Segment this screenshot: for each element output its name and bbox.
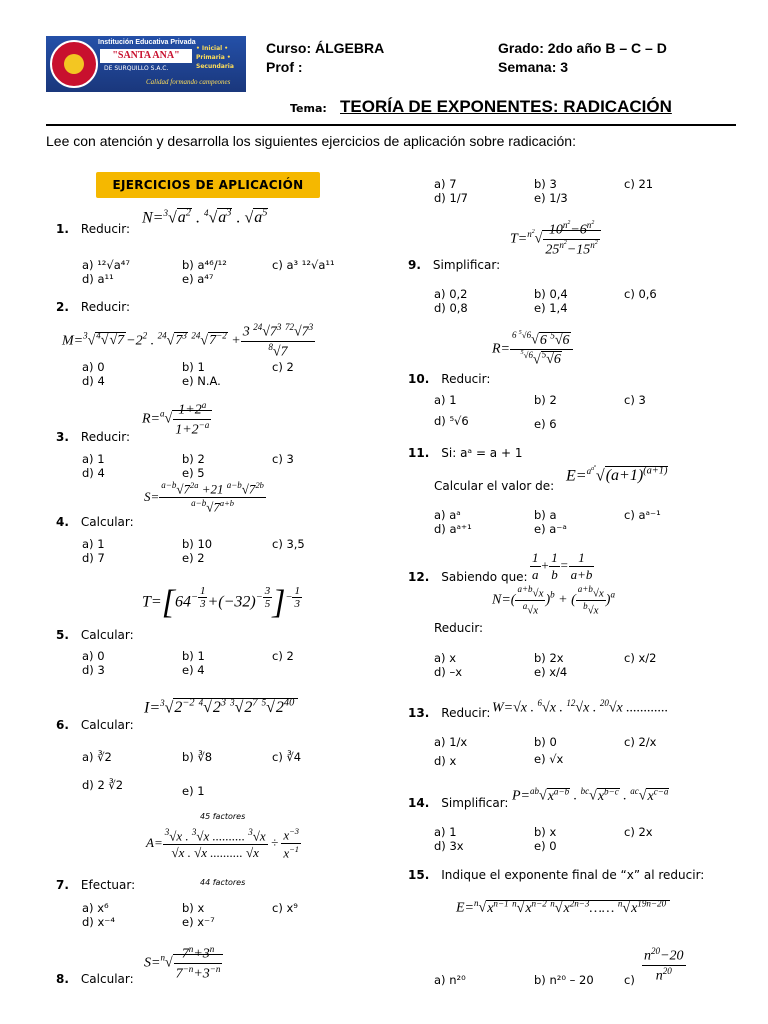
- q10-option-c: c) 3: [624, 393, 646, 407]
- question-7: 7. Efectuar:: [56, 878, 136, 892]
- header-divider: [46, 124, 736, 126]
- q4-option-a: a) 1: [82, 537, 105, 551]
- q7-formula: A= $\frac{^3√x . ^3√x .......... ^3√x}{√x . √x .......... √x}$ ÷ $\frac{x^{-3}}{x^{-1}}$: [146, 826, 300, 861]
- question-9: 9. Simplificar:: [408, 258, 501, 272]
- question-3: 3. Reducir:: [56, 430, 131, 444]
- q9-formula: T=$^{n^2}$√ $\frac{10^{n^2}-6^{n^2}}{25^{n^2}-15^{n^2}}$: [510, 220, 601, 258]
- q1-option-c: c) a³ ¹²√a¹¹: [272, 258, 335, 272]
- q14-formula: $P=^{ab}√x^{a-b}$ . $^{bc}√x^{b-c}$ . $^{ac}√x^{c-a}$: [512, 786, 669, 804]
- question-12: 12. Sabiendo que:: [408, 570, 528, 584]
- question-6: 6. Calcular:: [56, 718, 134, 732]
- q12-given: $\frac{1}{a}$ + $\frac{1}{b}$ = $\frac{1}{a+b}$: [532, 550, 593, 582]
- q14-option-d: d) 3x: [434, 839, 464, 853]
- q3-option-e: e) 5: [182, 466, 205, 480]
- q6-option-e: e) 1: [182, 784, 205, 798]
- q12-option-a: a) x: [434, 651, 456, 665]
- q4-option-b: b) 10: [182, 537, 213, 551]
- q8-option-b: b) 3: [534, 177, 557, 191]
- q12-prompt-2: Reducir:: [434, 621, 484, 635]
- q9-option-d: d) 0,8: [434, 301, 468, 315]
- q15-option-c-formula: $\frac{n^{20}-20}{n^{20}}$: [644, 946, 684, 984]
- q2-option-d: d) 4: [82, 374, 105, 388]
- q7-factor-label-top: 45 factores: [200, 812, 246, 821]
- q13-option-a: a) 1/x: [434, 735, 468, 749]
- school-logo: Institución Educativa Privada "SANTA ANA" DE SURQUILLO S.A.C. • Inicial • Primaria • Secundaria Calidad formando campeones: [46, 36, 246, 92]
- tema-label: Tema:: [290, 102, 327, 115]
- q11-option-d: d) aᵃ⁺¹: [434, 522, 472, 536]
- q9-option-e: e) 1,4: [534, 301, 568, 315]
- q1-formula: $N=^3√a^2$ . $^4√a^3$ . $√a^5$: [142, 208, 268, 227]
- q14-option-c: c) 2x: [624, 825, 653, 839]
- q10-option-a: a) 1: [434, 393, 457, 407]
- grade-label: Grado: 2do año B – C – D: [498, 40, 667, 56]
- question-11: 11. Si: aᵃ = a + 1: [408, 446, 523, 460]
- q1-option-e: e) a⁴⁷: [182, 272, 214, 286]
- q12-option-c: c) x/2: [624, 651, 657, 665]
- q2-option-a: a) 0: [82, 360, 105, 374]
- q15-option-c: c): [624, 973, 635, 987]
- q14-option-b: b) x: [534, 825, 557, 839]
- question-1: 1. Reducir:: [56, 222, 131, 236]
- question-4: 4. Calcular:: [56, 515, 134, 529]
- q13-option-b: b) 0: [534, 735, 557, 749]
- q6-formula: $I=^3√2^{-2}$ $^4√2^3$ $^3√2^7$ $^5√2^{40}$: [144, 698, 298, 717]
- q13-option-e: e) √x: [534, 752, 564, 766]
- q11-formula: $E=^{a^{a^a}}√(a+1)^{(a+1)}$: [566, 464, 668, 485]
- q14-option-a: a) 1: [434, 825, 457, 839]
- q2-option-e: e) N.A.: [182, 374, 221, 388]
- q2-option-b: b) 1: [182, 360, 205, 374]
- q14-option-e: e) 0: [534, 839, 557, 853]
- q9-option-a: a) 0,2: [434, 287, 468, 301]
- q4-formula: S= $\frac{^{a-b}√7^{2a} +21 ^{a-b}√7^{2b}}{^{a-b}√7^{a+b}}$: [144, 480, 264, 515]
- q7-option-c: c) x⁹: [272, 901, 298, 915]
- question-13: 13. Reducir:: [408, 706, 491, 720]
- q8-option-e: e) 1/3: [534, 191, 568, 205]
- q13-option-c: c) 2/x: [624, 735, 657, 749]
- q11-option-b: b) a: [534, 508, 557, 522]
- intro-text: Lee con atención y desarrolla los siguientes ejercicios de aplicación sobre radicación:: [46, 133, 576, 149]
- q11-option-e: e) a⁻ᵃ: [534, 522, 567, 536]
- q8-option-d: d) 1/7: [434, 191, 468, 205]
- prof-label: Prof :: [266, 59, 303, 75]
- page-title: TEORÍA DE EXPONENTES: RADICACIÓN: [340, 97, 672, 116]
- q1-option-b: b) a⁴⁶/¹²: [182, 258, 227, 272]
- q7-option-a: a) x⁶: [82, 901, 109, 915]
- q12-formula: N=( $\frac{^{a+b}√x}{^a√x}$ )$^b$ + ( $\frac{^{a+b}√x}{^b√x}$ )$^a$: [492, 584, 615, 617]
- q10-option-d: d) ⁵√6: [434, 414, 469, 428]
- q7-option-b: b) x: [182, 901, 205, 915]
- q9-option-b: b) 0,4: [534, 287, 568, 301]
- question-10: 10. Reducir:: [408, 372, 491, 386]
- q2-formula: $M=^3√^4√√7 -2^2$ . $^{24}√7^3$ $^{24}√7^{-2}$ + $\frac{3 ^{24}√7^3 ^{72}√7^3}{^8√7}$: [62, 322, 314, 360]
- course-label: Curso: ÁLGEBRA: [266, 40, 385, 56]
- question-15: 15. Indique el exponente final de “x” al reducir:: [408, 868, 705, 882]
- q6-option-b: b) ∛8: [182, 750, 213, 764]
- q5-option-d: d) 3: [82, 663, 105, 677]
- q7-option-d: d) x⁻⁴: [82, 915, 115, 929]
- q6-option-c: c) ∛4: [272, 750, 302, 764]
- q6-option-a: a) ∛2: [82, 750, 112, 764]
- q13-option-d: d) x: [434, 754, 457, 768]
- q7-factor-label-bottom: 44 factores: [200, 878, 246, 887]
- q8-option-a: a) 7: [434, 177, 457, 191]
- q5-formula: $T=[64^{- \frac{1}{3}}$ $+(-32)^{- \frac{3}{5}}$ ]$^{- \frac{1}{3}}$: [142, 584, 300, 621]
- q13-formula: W=√x . $^6$√x . $^{12}$√x . $^{20}$√x ............: [492, 698, 669, 716]
- q8-option-c: c) 21: [624, 177, 654, 191]
- q3-option-d: d) 4: [82, 466, 105, 480]
- q4-option-c: c) 3,5: [272, 537, 305, 551]
- q10-formula: R= $\frac{^{6 ^5√6}√6 ^5√6}{^{^5√6}√^5√6}$: [492, 330, 573, 368]
- q1-option-a: a) ¹²√a⁴⁷: [82, 258, 131, 272]
- q11-option-c: c) aᵃ⁻¹: [624, 508, 661, 522]
- question-5: 5. Calcular:: [56, 628, 134, 642]
- q9-option-c: c) 0,6: [624, 287, 657, 301]
- crest-icon: [50, 40, 98, 88]
- q5-option-b: b) 1: [182, 649, 205, 663]
- q7-option-e: e) x⁻⁷: [182, 915, 215, 929]
- q6-option-d: d) 2 ∛2: [82, 778, 124, 792]
- q15-option-a: a) n²⁰: [434, 973, 466, 987]
- q15-option-b: b) n²⁰ – 20: [534, 973, 594, 987]
- q2-option-c: c) 2: [272, 360, 294, 374]
- q10-option-e: e) 6: [534, 417, 557, 431]
- q5-option-c: c) 2: [272, 649, 294, 663]
- q11-prompt-2: Calcular el valor de:: [434, 479, 555, 493]
- q5-option-a: a) 0: [82, 649, 105, 663]
- q3-option-a: a) 1: [82, 452, 105, 466]
- q15-formula: $E=^n√x^{n-1}$ $^n√x^{n-2}$ $^n√x^{2n-3}\dots\dots$ $^n√x^{19n-20}$: [456, 898, 670, 917]
- q12-option-d: d) –x: [434, 665, 462, 679]
- q4-option-d: d) 7: [82, 551, 105, 565]
- question-8: 8. Calcular:: [56, 972, 134, 986]
- q1-option-d: d) a¹¹: [82, 272, 114, 286]
- q3-option-c: c) 3: [272, 452, 294, 466]
- q8-formula: S=$^n$√ $\frac{7^n+3^n}{7^{-n}+3^{-n}}$: [144, 944, 223, 982]
- q10-option-b: b) 2: [534, 393, 557, 407]
- question-14: 14. Simplificar:: [408, 796, 509, 810]
- q11-option-a: a) aᵃ: [434, 508, 461, 522]
- q3-option-b: b) 2: [182, 452, 205, 466]
- question-2: 2. Reducir:: [56, 300, 131, 314]
- q4-option-e: e) 2: [182, 551, 205, 565]
- section-title: EJERCICIOS DE APLICACIÓN: [96, 172, 320, 198]
- q12-option-e: e) x/4: [534, 665, 568, 679]
- q12-option-b: b) 2x: [534, 651, 564, 665]
- week-label: Semana: 3: [498, 59, 569, 75]
- q5-option-e: e) 4: [182, 663, 205, 677]
- q3-formula: R=$^a$√ $\frac{1+2^a}{1+2^{-a}}$: [142, 400, 212, 438]
